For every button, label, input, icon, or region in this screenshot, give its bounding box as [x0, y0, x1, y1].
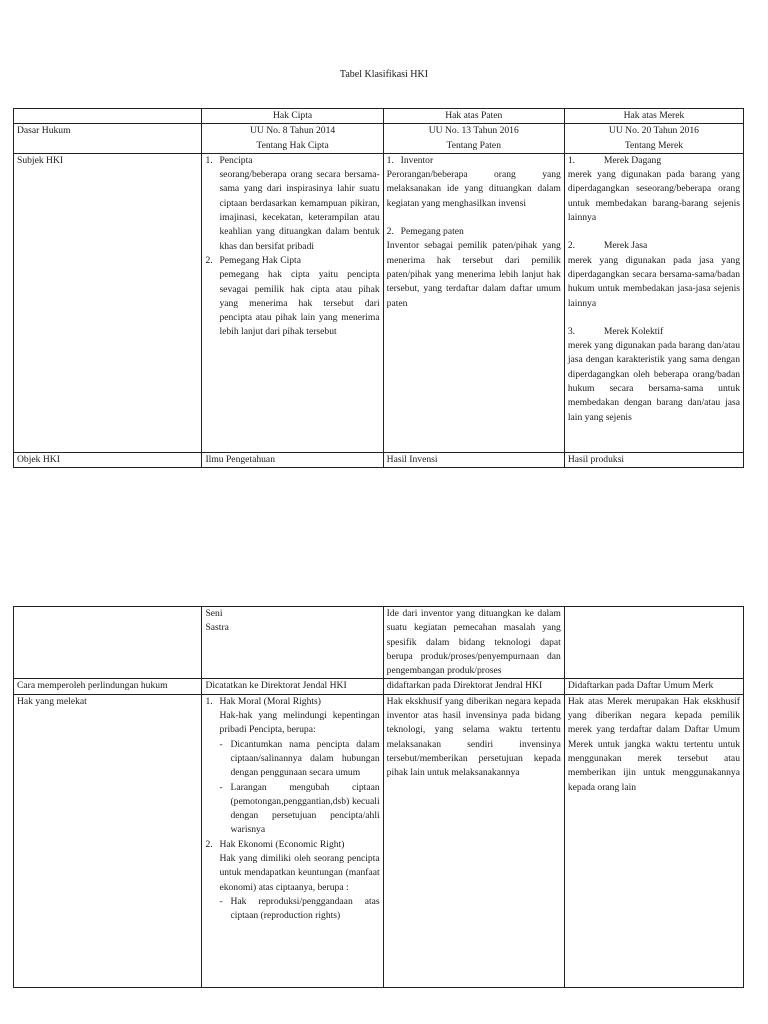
item-text: pemegang hak cipta yaitu pencipta sevagai pemilik hak cipta atau pihak yang menerima hak tersebut dari pencipta atau pihak lain yang menerima lebih lanjut dari pihak tersebut: [219, 269, 380, 338]
cell-objek-paten-cont: Ide dari inventor yang dituangkan ke dalam suatu kegiatan pemecahan masalah yang spesifik dalam bidang teknologi dapat berupa produk/proses/penyempurnaan dan pengembangan produk/proses: [383, 607, 564, 679]
row-dasar-hukum: [14, 124, 744, 154]
row-label: Objek HKI: [14, 452, 202, 467]
item-text: merek yang digunakan pada jasa yang diperdagangkan secara bersama-sama/badan hukum untuk membedakan jasa-jasa sejenis lainnya: [567, 254, 740, 309]
row-objek: [14, 452, 744, 467]
cell-hak-cipta: [202, 694, 383, 987]
item-title: Merek Jasa: [603, 240, 648, 252]
item-text: Inventor sebagai pemilik paten/pihak yang menerima hak tersebut dari pemilik paten/pihak yang menerima lebih lanjut hak tersebut, yang terdaftar dalam daftar umum paten: [386, 240, 561, 309]
item-title: Merek Kolektif: [603, 325, 664, 337]
list-item: 1. Hak Moral (Moral Rights) Hak-hak yang melindungi kepentingan pribadi Pencipta, berupa:: [205, 695, 379, 738]
item-title: Pemegang Hak Cipta: [219, 254, 301, 266]
row-hak-melekat: [14, 694, 744, 987]
law-line: UU No. 13 Tahun 2016: [428, 125, 519, 137]
cell-dasar-cipta: [202, 124, 383, 154]
list-item: 2. Hak Ekonomi (Economic Right) Hak yang dimiliki oleh seorang pencipta untuk mendapatkan keuntungan (manfaat ekonomi) atas ciptaanya, berupa :: [205, 838, 379, 895]
header-blank: [14, 109, 202, 124]
item-text: seorang/beberapa orang secara bersama-sama yang dari inspirasinya lahir suatu ciptaan berdasarkan kemampuan pikiran, imajinasi, kecekatan, keterampilan atau keahlian yang dituangkan dalam bentuk khas dan bersifat pribadi: [219, 169, 380, 252]
law-line: Tentang Hak Cipta: [256, 139, 329, 151]
law-line: Tentang Merek: [624, 139, 684, 151]
item-text: Hak yang dimiliki oleh seorang pencipta untuk mendapatkan keuntungan (manfaat ekonomi) atas ciptaanya, berupa :: [219, 853, 380, 893]
item-text: Hak-hak yang melindungi kepentingan pribadi Pencipta, berupa:: [219, 710, 380, 736]
header-hak-merek: Hak atas Merek: [564, 109, 743, 124]
item-title: Pencipta: [219, 154, 253, 166]
list-item: 3. Merek Kolektif: [568, 325, 740, 339]
item-text: merek yang digunakan pada barang dan/atau jasa dengan karakteristik yang sama dengan diperdagangkan oleh beberapa orang/badan hukum secara bersama-sama untuk membedakan dengan barang dan/atau jasa lain yang sejenis: [567, 340, 740, 423]
row-label: Cara memperoleh perlindungan hukum: [14, 679, 202, 694]
header-hak-cipta: Hak Cipta: [202, 109, 383, 124]
sub-item: - Larangan mengubah ciptaan (pemotongan,penggantian,dsb) kecuali dengan persetujuan pencipta/ahli warisnya: [219, 781, 380, 836]
classification-table-part-1: [13, 108, 744, 468]
item-title: Pemegang paten: [400, 226, 464, 238]
row-label: Dasar Hukum: [14, 124, 202, 154]
cell-objek-cipta-cont: [202, 607, 383, 679]
row-objek-continued: [14, 607, 744, 679]
cell-objek-cipta: Ilmu Pengetahuan: [202, 452, 383, 467]
cell-hak-paten: Hak ekskhusif yang diberikan negara kepada inventor atas hasil invensinya pada bidang teknologi, yang selama waktu tertentu melaksanakan sendiri invensinya tersebut/memberikan persetujuan kepada pihak lain untuk melaksanakannya: [383, 694, 564, 987]
sub-item: - Hak reproduksi/penggandaan atas ciptaan (reproduction rights): [219, 895, 380, 922]
cell-cara-paten: didaftarkan pada Direktorat Jendral HKI: [383, 679, 564, 694]
cell-objek-merek: Hasil produksi: [564, 452, 743, 467]
law-line: UU No. 8 Tahun 2014: [249, 125, 336, 137]
item-title: Hak Moral (Moral Rights): [219, 695, 321, 707]
table-header-row: [14, 109, 744, 124]
cell-hak-merek: Hak atas Merek merupakan Hak ekskhusif yang diberikan negara kepada pemilik merek yang terdaftar dalam Daftar Umum Merek untuk jangka waktu tertentu untuk menggunakan merek tersebut atau memberikan ijin untuk menggunakannya kepada orang lain: [564, 694, 743, 987]
item-title: Inventor: [400, 154, 434, 166]
row-label-blank: [14, 607, 202, 679]
row-label: Hak yang melekat: [14, 694, 202, 987]
list-item: 2. Pemegang Hak Cipta pemegang hak cipta yaitu pencipta sevagai pemilik hak cipta atau pihak yang menerima hak tersebut dari pencipta atau pihak lain yang menerima lebih lanjut dari pihak tersebut: [205, 254, 379, 340]
row-cara-perlindungan: [14, 679, 744, 694]
classification-table-part-2: [13, 606, 744, 988]
cell-objek-merek-cont: [564, 607, 743, 679]
cell-objek-paten: Hasil Invensi: [383, 452, 564, 467]
row-label: Subjek HKI: [14, 153, 202, 452]
row-subjek: [14, 153, 744, 452]
list-item: 2. Pemegang paten: [387, 225, 561, 239]
cell-dasar-paten: [383, 124, 564, 154]
list-item: 2. Merek Jasa: [568, 239, 740, 253]
item-text: Perorangan/beberapa orang yang melaksanakan ide yang dituangkan dalam kegiatan yang menghasilkan invensi: [386, 169, 561, 209]
list-item: Sastra: [205, 622, 229, 634]
cell-cara-cipta: Dicatatkan ke Direktorat Jendal HKI: [202, 679, 383, 694]
list-item: 1. Inventor: [387, 154, 561, 168]
header-hak-paten: Hak atas Paten: [383, 109, 564, 124]
cell-subjek-cipta: [202, 153, 383, 452]
item-title: Hak Ekonomi (Economic Right): [219, 838, 345, 850]
cell-subjek-merek: [564, 153, 743, 452]
item-title: Merek Dagang: [603, 154, 662, 166]
law-line: Tentang Paten: [446, 139, 501, 151]
cell-cara-merek: Didaftarkan pada Daftar Umum Merk: [564, 679, 743, 694]
list-item: 1. Merek Dagang: [568, 154, 740, 168]
law-line: UU No. 20 Tahun 2016: [608, 125, 699, 137]
sub-item: - Dicantumkan nama pencipta dalam ciptaan/salinannya dalam hubungan dengan penggunaan secara umum: [219, 738, 380, 779]
item-text: merek yang digunakan pada barang yang diperdagangkan seseorang/beberapa orang untuk membedakan barang-barang sejenis lainnya: [567, 169, 740, 224]
cell-subjek-paten: [383, 153, 564, 452]
cell-dasar-merek: [564, 124, 743, 154]
list-item: Seni: [205, 608, 223, 619]
list-item: 1. Pencipta seorang/beberapa orang secara bersama-sama yang dari inspirasinya lahir suatu ciptaan berdasarkan kemampuan pikiran, imajinasi, kecekatan, keterampilan atau keahlian yang dituangkan dalam bentuk khas dan bersifat pribadi: [205, 154, 379, 254]
page-title: Tabel Klasifikasi HKI: [339, 69, 429, 80]
